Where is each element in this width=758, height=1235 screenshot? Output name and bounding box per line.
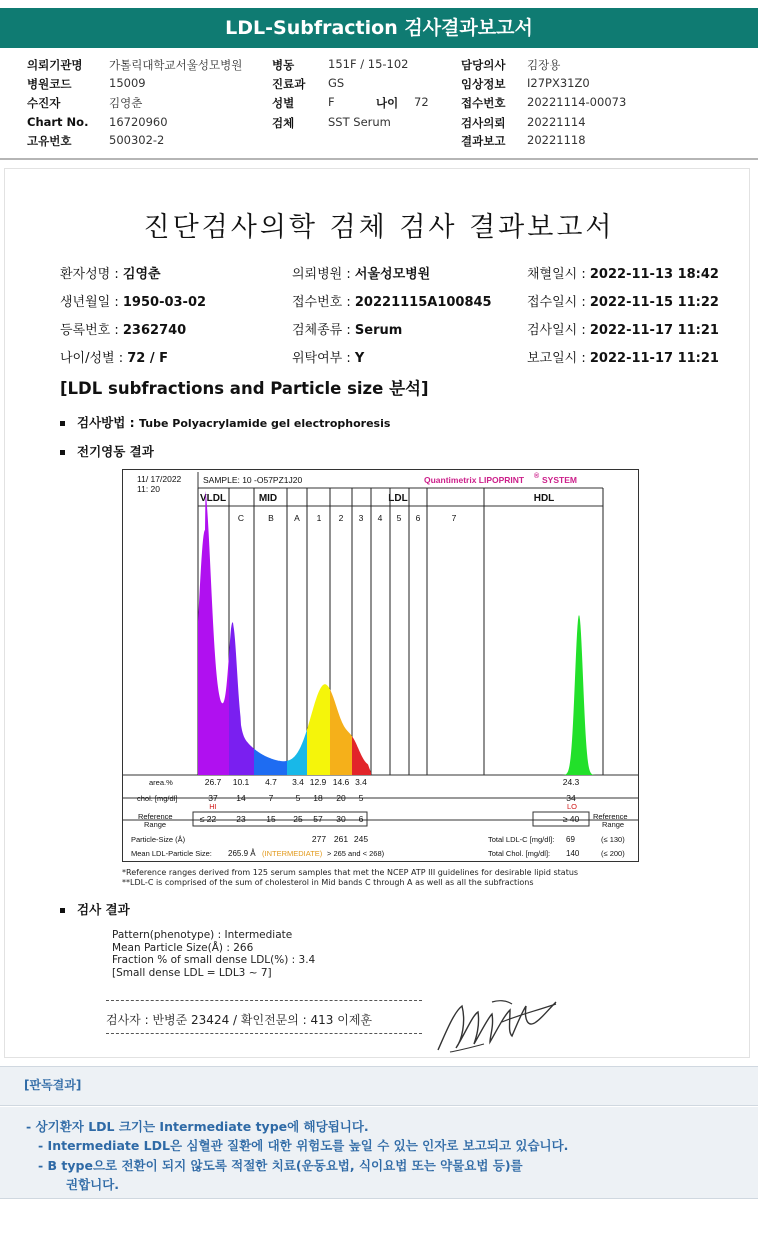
info-value: Y [354, 351, 365, 366]
info-label: 접수일시 : [527, 295, 590, 310]
area-label: area.% [149, 778, 173, 787]
band-label: 5 [396, 513, 402, 523]
info-label: 검체종류 : [292, 323, 355, 338]
result-line: Mean Particle Size(Å) : 266 [112, 941, 254, 954]
info-field [292, 347, 364, 366]
chol-label: chol. [mg/dl] [137, 794, 178, 803]
band-label: B [268, 513, 274, 523]
signer-divider [106, 1033, 422, 1034]
electro-bullet [60, 442, 154, 460]
lipoprint-chart [122, 469, 639, 862]
result-line: [Small dense LDL = LDL3 ~ 7] [112, 966, 272, 979]
group-label: VLDL [199, 493, 227, 504]
result-label: 검사 결과 [77, 902, 130, 917]
info-field [292, 291, 492, 310]
info-value: 2022-11-15 11:22 [589, 295, 719, 310]
result-bullet [60, 900, 130, 918]
info-label: 보고일시 : [527, 351, 590, 366]
header-key: 임상정보 [461, 77, 506, 91]
info-label: 검사일시 : [527, 323, 590, 338]
band-label: 3 [358, 513, 364, 523]
ref-value: 15 [266, 814, 276, 824]
header-key: 성별 [272, 96, 295, 110]
total-chol-label: Total Chol. [mg/dl]: [488, 849, 551, 858]
peak-hdl [559, 615, 599, 775]
area-value: 24.3 [562, 777, 580, 787]
peak-mid-c [229, 622, 254, 775]
signature-image [432, 992, 562, 1056]
header-key: 접수번호 [461, 96, 506, 110]
header-value: 김장용 [527, 58, 561, 72]
area-value: 10.1 [232, 777, 250, 787]
ref-label-right: Reference [593, 812, 628, 821]
band-label: 4 [377, 513, 383, 523]
header-key: 검사의뢰 [461, 116, 506, 130]
peak-mid-a [287, 730, 307, 776]
group-label: MID [258, 493, 278, 504]
verdict-title: [판독결과] [24, 1078, 82, 1092]
total-chol-value: 140 [566, 849, 580, 858]
area-value: 26.7 [204, 777, 222, 787]
chart-time: 11: 20 [137, 484, 161, 494]
header-value: 20221114-00073 [527, 95, 627, 109]
info-label: 접수번호 : [292, 295, 355, 310]
peak-vldl [198, 491, 229, 775]
header-key: 수진자 [27, 96, 61, 110]
mean-label: Mean LDL-Particle Size: [131, 849, 212, 858]
peak-ldl1 [307, 684, 330, 775]
header-value: 151F / 15-102 [328, 57, 409, 71]
header-value: I27PX31Z0 [527, 76, 590, 90]
signer-line: 검사자 : 반병준 23424 / 확인전문의 : 413 이제훈 [106, 1013, 373, 1027]
area-value: 4.7 [265, 777, 277, 787]
band-label: 7 [451, 513, 457, 523]
bullet-dot [60, 908, 65, 913]
area-value: 3.4 [292, 777, 304, 787]
footnotes [122, 868, 578, 888]
mean-value: 265.9 Å [228, 849, 256, 858]
chol-value: 5 [295, 793, 301, 803]
ref-value: 25 [293, 814, 303, 824]
info-value: 2362740 [122, 323, 187, 338]
info-label: 생년월일 : [60, 295, 123, 310]
ref-value: 6 [358, 814, 364, 824]
result-line: Pattern(phenotype) : Intermediate [112, 929, 293, 941]
info-value: Serum [354, 323, 403, 338]
info-field [527, 291, 719, 310]
ref-box [533, 812, 589, 826]
header-value: SST Serum [328, 115, 391, 129]
mean-class: (INTERMEDIATE) [262, 849, 323, 858]
verdict-line: - B type으로 전환이 되지 않도록 적절한 치료(운동요법, 식이요법 또는 약물요법 등)를 [38, 1158, 523, 1173]
psize-value: 261 [333, 834, 349, 844]
info-field [527, 263, 719, 282]
info-field [60, 263, 161, 282]
lo-flag: LO [566, 802, 578, 811]
header-value: 15009 [109, 76, 146, 90]
info-label: 채혈일시 : [527, 267, 590, 282]
ref-label-right: Range [602, 820, 625, 829]
ref-value: 23 [236, 814, 246, 824]
info-label: 환자성명 : [60, 267, 123, 282]
chart-date: 11/ 17/2022 [137, 474, 182, 484]
verdict-line: 권합니다. [66, 1177, 120, 1192]
header-divider [0, 158, 758, 160]
peak-ldl3 [352, 736, 371, 775]
header-value: 500302-2 [109, 133, 165, 147]
info-value: 2022-11-17 11:21 [589, 351, 719, 366]
footnote-2: **LDL-C is comprised of the sum of cholesterol in Mid bands C through A as well as all the subfractions [122, 878, 534, 887]
chart-brand-tail: SYSTEM [542, 475, 577, 485]
total-ldl-label: Total LDL-C [mg/dl]: [488, 835, 555, 844]
chart-svg [123, 470, 638, 861]
header-value: 가톨릭대학교서울성모병원 [109, 58, 243, 72]
info-value: 2022-11-17 11:21 [589, 323, 719, 338]
header-value: 16720960 [109, 115, 168, 129]
header-value: F [328, 95, 335, 109]
bullet-dot [60, 450, 65, 455]
chol-value: 7 [268, 793, 274, 803]
result-line: Fraction % of small dense LDL(%) : 3.4 [112, 954, 316, 966]
chol-value: 34 [566, 793, 576, 803]
bullet-dot [60, 421, 65, 426]
info-field [527, 319, 719, 338]
band-label: C [237, 513, 245, 523]
band-label: 6 [415, 513, 421, 523]
group-label: HDL [533, 493, 555, 504]
info-field [527, 347, 719, 366]
info-field [60, 347, 168, 366]
total-ldl-ref: (≤ 130) [601, 835, 625, 844]
area-value: 3.4 [355, 777, 367, 787]
header-value: 72 [414, 95, 429, 109]
hi-flag: HI [209, 802, 217, 811]
peak-mid-b [254, 749, 287, 775]
chol-value: 5 [358, 793, 364, 803]
info-value: 서울성모병원 [354, 267, 431, 282]
method-bullet [60, 413, 390, 431]
header-value: 김영춘 [109, 96, 143, 110]
section-title: [LDL subfractions and Particle size 분석] [60, 379, 429, 398]
header-value: 20221118 [527, 133, 586, 147]
info-field [292, 319, 402, 338]
chart-sample: SAMPLE: 10 -O57PZ1J20 [203, 475, 303, 485]
ref-value: 57 [313, 814, 323, 824]
method-label: 검사방법 : [77, 415, 140, 430]
total-chol-ref: (≤ 200) [601, 849, 625, 858]
header-key: Chart No. [27, 115, 89, 129]
info-label: 위탁여부 : [292, 351, 355, 366]
chol-value: 14 [236, 793, 246, 803]
header-value: 20221114 [527, 115, 586, 129]
info-field [60, 291, 206, 310]
header-key: 의뢰기관명 [27, 58, 83, 72]
info-label: 등록번호 : [60, 323, 123, 338]
info-label: 의뢰병원 : [292, 267, 355, 282]
chol-value: 18 [313, 793, 323, 803]
ref-label: Range [144, 820, 167, 829]
ref-value: ≤ 22 [199, 814, 217, 824]
header-key: 진료과 [272, 77, 306, 91]
psize-label: Particle-Size (Å) [131, 835, 186, 844]
chol-value: 20 [336, 793, 346, 803]
mean-range: > 265 and < 268) [327, 849, 385, 858]
chart-brand: Quantimetrix LIPOPRINT [424, 475, 525, 485]
band-label: 1 [316, 513, 322, 523]
psize-value: 245 [353, 834, 369, 844]
chart-brand-sup: ® [534, 473, 540, 480]
group-label: LDL [388, 493, 408, 504]
info-value: 1950-03-02 [122, 295, 207, 310]
ref-label: Reference [138, 812, 173, 821]
signer-divider [106, 1000, 422, 1001]
info-value: 72 / F [127, 351, 169, 366]
chol-value: 37 [208, 793, 218, 803]
peak-ldl2 [330, 689, 352, 775]
verdict-line: - 상기환자 LDL 크기는 Intermediate type에 해당됩니다. [26, 1119, 369, 1134]
header-key: 결과보고 [461, 134, 506, 148]
report-banner: LDL-Subfraction 검사결과보고서 [0, 8, 758, 48]
verdict-header [0, 1066, 758, 1106]
total-ldl-value: 69 [566, 835, 575, 844]
header-key: 병동 [272, 58, 295, 72]
info-field [60, 319, 186, 338]
footnote-1: *Reference ranges derived from 125 serum samples that met the NCEP ATP III guidelines for desirable lipid status [122, 868, 579, 877]
verdict-line: - Intermediate LDL은 심혈관 질환에 대한 위험도를 높일 수 있는 인자로 보고되고 있습니다. [38, 1138, 569, 1153]
method-value: Tube Polyacrylamide gel electrophoresis [139, 417, 391, 430]
result-lines [112, 929, 315, 979]
header-key: 검체 [272, 116, 295, 130]
header-key: 담당의사 [461, 58, 506, 72]
electro-label: 전기영동 결과 [77, 444, 154, 459]
area-value: 14.6 [332, 777, 350, 787]
info-value: 김영춘 [122, 267, 161, 282]
band-label: A [294, 513, 300, 523]
psize-value: 277 [311, 834, 327, 844]
info-label: 나이/성별 : [60, 351, 128, 366]
ref-value: ≥ 40 [562, 814, 580, 824]
info-value: 20221115A100845 [354, 295, 492, 310]
info-value: 2022-11-13 18:42 [589, 267, 719, 282]
info-field [292, 263, 430, 282]
header-key: 병원코드 [27, 77, 72, 91]
header-key: 고유번호 [27, 134, 72, 148]
header-value: GS [328, 76, 345, 90]
area-value: 12.9 [309, 777, 327, 787]
document-title: 진단검사의학 검체 검사 결과보고서 [143, 212, 615, 243]
ref-value: 30 [336, 814, 346, 824]
band-label: 2 [338, 513, 344, 523]
header-key: 나이 [376, 96, 399, 110]
